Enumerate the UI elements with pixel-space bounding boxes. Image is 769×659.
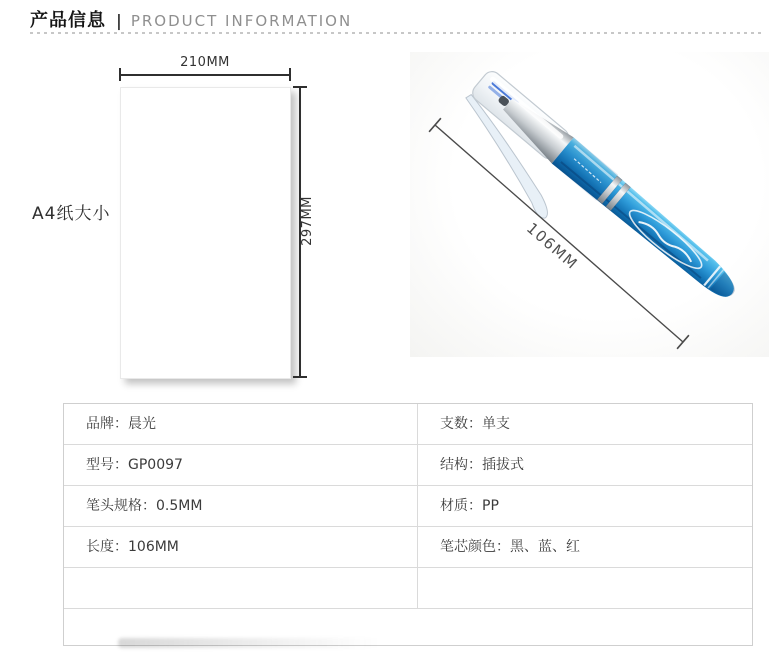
spec-cell-empty-left: [64, 568, 418, 608]
length-dimension-tick-end: [677, 335, 689, 349]
spec-cell-ink-colors: 笔芯颜色：黑、蓝、红: [440, 539, 580, 555]
spec-cell-empty-right: [418, 568, 752, 608]
width-dimension-line: [119, 74, 291, 76]
section-title-english: PRODUCT INFORMATION: [130, 12, 353, 30]
table-row: [64, 527, 752, 568]
table-row: [64, 445, 752, 486]
a4-size-label: A4纸大小: [32, 204, 111, 224]
length-dimension-tick-start: [429, 118, 441, 132]
length-dimension-label: 106MM: [522, 219, 582, 274]
spec-cell-model: 型号：GP0097: [64, 445, 418, 485]
height-dimension-label: 297MM: [300, 196, 315, 246]
spec-cell-structure: 结构：插拔式: [440, 457, 524, 473]
width-dimension-tick-left: [119, 68, 121, 81]
spec-cell-length: 长度：106MM: [64, 527, 418, 567]
spec-cell-brand: 品牌：晨光: [64, 404, 418, 444]
spec-cell-count: 支数：单支: [440, 416, 510, 432]
a4-paper-rectangle: [120, 87, 291, 379]
spec-table: [63, 403, 753, 646]
height-dimension-tick-top: [293, 86, 307, 88]
pen-barrel-highlight: [573, 146, 709, 261]
spec-cell-tip-size: 笔头规格：0.5MM: [64, 486, 418, 526]
width-dimension-label: 210MM: [180, 55, 230, 70]
title-separator: |: [116, 11, 122, 30]
section-header: [30, 6, 352, 32]
table-row: [64, 404, 752, 445]
pen-body: [438, 68, 744, 344]
pen-illustration: [410, 52, 769, 357]
table-row: [64, 486, 752, 527]
height-dimension-tick-bottom: [293, 376, 307, 378]
width-dimension-tick-right: [289, 68, 291, 81]
section-title-chinese: 产品信息: [30, 10, 106, 31]
dashed-divider: [30, 32, 763, 34]
watermark-smudge: [118, 638, 393, 648]
pen-product-photo: [410, 52, 769, 357]
spec-cell-material: 材质：PP: [440, 498, 499, 514]
table-row: [64, 568, 752, 609]
